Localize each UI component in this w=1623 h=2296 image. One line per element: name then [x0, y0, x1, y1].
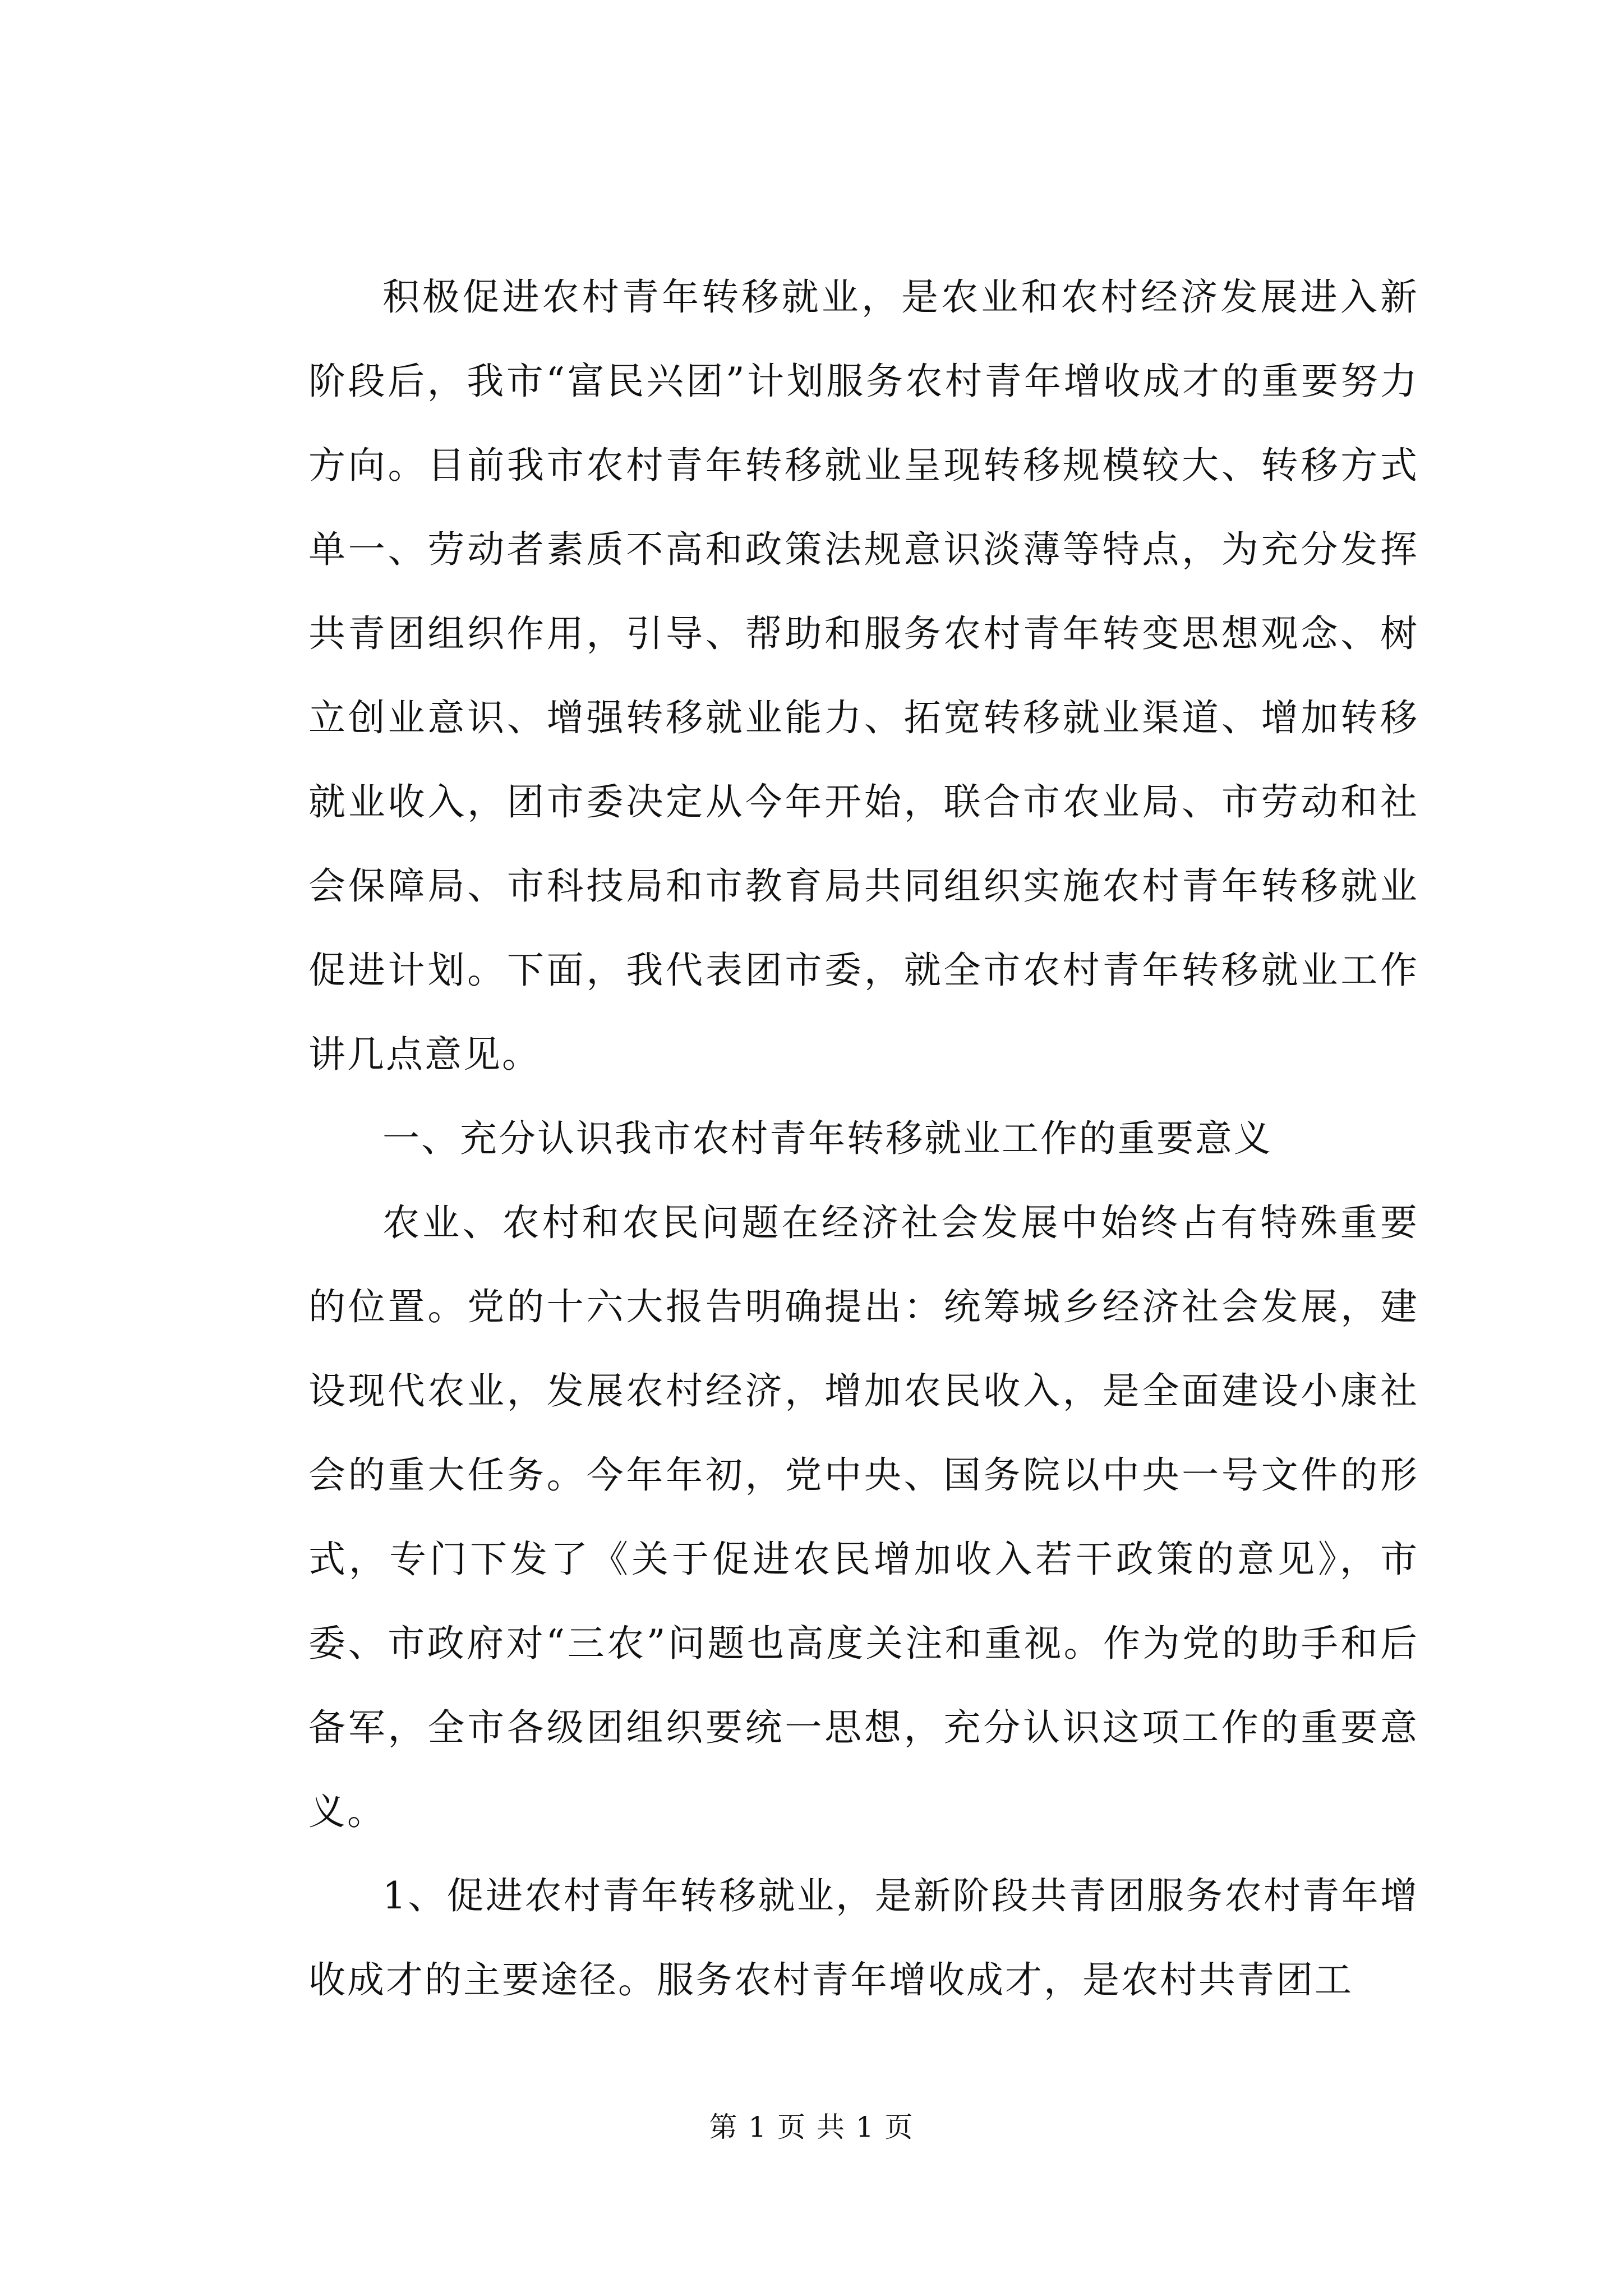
- section-heading: 一、充分认识我市农村青年转移就业工作的重要意义: [382, 1117, 1272, 1160]
- body-paragraph: 农业、农村和农民问题在经济社会发展中始终占有特殊重要的位置。党的十六大报告明确提出：统筹城乡经济社会发展，建设现代农业，发展农村经济，增加农民收入，是全面建设小康社会的重大任务。今年年初，党中央、国务院以中央一号文件的形式，专门下发了《关于促进农民增加收入若干政策的意见》，市委、市政府对“三农”问题也高度关注和重视。作为党的助手和后备军，全市各级团组织要统一思想，充分认识这项工作的重要意义。: [308, 1201, 1419, 1833]
- numbered-paragraph: 1、促进农村青年转移就业，是新阶段共青团服务农村青年增收成才的主要途径。服务农村青年增收成才，是农村共青团工: [308, 1874, 1419, 2001]
- page-footer: 第 1 页 共 1 页: [709, 2111, 914, 2143]
- intro-paragraph: 积极促进农村青年转移就业，是农业和农村经济发展进入新阶段后，我市“富民兴团”计划服务农村青年增收成才的重要努力方向。目前我市农村青年转移就业呈现转移规模较大、转移方式单一、劳动者素质不高和政策法规意识淡薄等特点，为充分发挥共青团组织作用，引导、帮助和服务农村青年转变思想观念、树立创业意识、增强转移就业能力、拓宽转移就业渠道、增加转移就业收入，团市委决定从今年开始，联合市农业局、市劳动和社会保障局、市科技局和市教育局共同组织实施农村青年转移就业促进计划。下面，我代表团市委，就全市农村青年转移就业工作讲几点意见。: [308, 275, 1419, 1076]
- document-body: [308, 255, 1419, 2022]
